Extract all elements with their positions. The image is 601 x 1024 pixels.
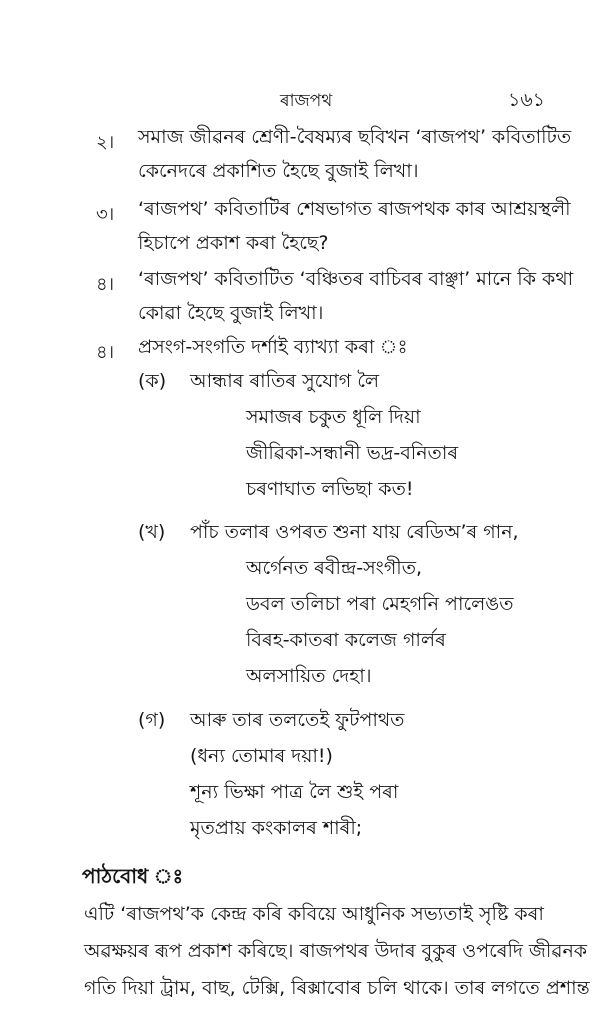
poem-line: মৃতপ্ৰায় কংকালৰ শাৰী; <box>190 817 363 839</box>
poem-line: শূন্য ভিক্ষা পাত্ৰ লৈ শুই পৰা <box>190 781 399 803</box>
poem-line: আৰু তাৰ তলতেই ফুটপাথত <box>190 709 405 731</box>
poem-line: বিৰহ-কাতৰা কলেজ গাৰ্লৰ <box>246 629 446 651</box>
question-number: ৪। <box>96 274 115 295</box>
poem-line: অলসায়িত দেহা। <box>246 665 372 687</box>
poem-line: ডবল তলিচা পৰা মেহগনি পালেঙত <box>246 593 514 615</box>
excerpt-label: (গ) <box>138 709 166 731</box>
poem-line: অৰ্গেনত ৰবীন্দ্ৰ-সংগীত, <box>246 557 423 579</box>
excerpt-label: (খ) <box>138 521 166 543</box>
poem-line: জীৱিকা-সন্ধানী ভদ্ৰ-বনিতাৰ <box>246 442 459 464</box>
poem-line: (ধন্য তোমাৰ দয়া!) <box>190 745 333 767</box>
question-line: কোৱা হৈছে বুজাই লিখা। <box>138 302 324 324</box>
poem-line: পাঁচ তলাৰ ওপৰত শুনা যায় ৰেডিঅ’ৰ গান, <box>190 521 519 543</box>
question-line: প্ৰসংগ-সংগতি দৰ্শাই ব্যাখ্যা কৰা ঃ <box>138 336 408 358</box>
poem-line: চৰণাঘাত লভিছা কত! <box>246 478 414 500</box>
poem-line: আন্ধাৰ ৰাতিৰ সুযোগ লৈ <box>190 370 380 392</box>
question-line: সমাজ জীৱনৰ শ্ৰেণী-বৈষম্যৰ ছবিখন ‘ৰাজপথ’ কবিতাটিত <box>138 126 572 148</box>
page-number: ১৬১ <box>508 89 546 111</box>
question-number: ৩। <box>96 204 115 225</box>
question-line: ‘ৰাজপথ’ কবিতাটিত ‘বঞ্চিতৰ বাচিবৰ বাঞ্ছা’ মানে কি কথা <box>138 268 574 290</box>
question-line: ‘ৰাজপথ’ কবিতাটিৰ শেষভাগত ৰাজপথক কাৰ আশ্ৰয়স্থলী <box>138 198 571 220</box>
excerpt-label: (ক) <box>138 370 167 392</box>
question-line: হিচাপে প্ৰকাশ কৰা হৈছে? <box>138 232 329 254</box>
paragraph-line: এটি ‘ৰাজপথ’ক কেন্দ্ৰ কৰি কবিয়ে আধুনিক সভ্যতাই সৃষ্টি কৰা <box>84 903 544 925</box>
running-title: ৰাজপথ <box>280 91 333 111</box>
poem-line: সমাজৰ চকুত ধূলি দিয়া <box>246 406 421 428</box>
section-heading: পাঠবোধ ঃ <box>82 864 184 888</box>
question-number: ৪। <box>96 342 115 363</box>
paragraph-line: অৱক্ষয়ৰ ৰূপ প্ৰকাশ কৰিছে। ৰাজপথৰ উদাৰ বুকুৰ ওপৰেদি জীৱনক <box>84 940 588 962</box>
paragraph-line: গতি দিয়া ট্ৰাম, বাছ, টেক্সি, ৰিক্সাবোৰ চলি থাকে। তাৰ লগতে প্ৰশান্ত <box>84 977 590 999</box>
question-number: ২। <box>96 132 115 153</box>
question-line: কেনেদৰে প্ৰকাশিত হৈছে বুজাই লিখা। <box>138 160 419 182</box>
